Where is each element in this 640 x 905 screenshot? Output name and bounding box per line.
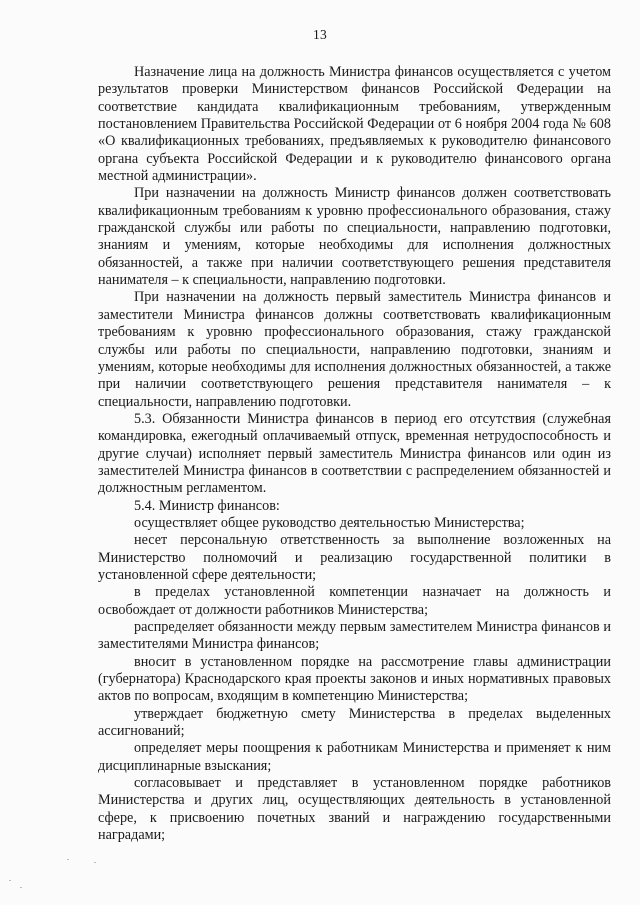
list-item-distribute-duties: распределяет обязанности между первым заместителем Министра финансов и заместителями Министра финансов; xyxy=(98,619,611,653)
scan-speck xyxy=(67,859,69,860)
paragraph-appointment-verification: Назначение лица на должность Министра финансов осуществляется с учетом результатов проверки Министерством финансов Российской Федерации на соответствие кандидата квалификационным требованиям, утвержденным постановлением Правительства Российской Федерации от 6 ноября 2004 года № 608 «О квалификационных требованиях, предъявляемых к руководителю финансового органа субъекта Российской Федерации и к руководителю финансового органа местной администрации». xyxy=(98,64,611,185)
paragraph-5-4-heading: 5.4. Министр финансов: xyxy=(134,497,280,514)
list-item-submit-draft-laws: вносит в установленном порядке на рассмотрение главы администрации (губернатора) Краснодарского края проекты законов и иных нормативных правовых актов по вопросам, входящим в компетенцию Министерства; xyxy=(98,653,611,705)
paragraph-minister-qualifications: При назначении на должность Министр финансов должен соответствовать квалификационным требованиям к уровню профессионального образования, стажу гражданской службы или работы по специальности, направлению подготовки, знаниям и умениям, которые необходимы для исполнения должностных обязанностей, а также при наличии соответствующего решения представителя нанимателя – к специальности, направлению подготовки. xyxy=(98,185,611,289)
list-item-personal-responsibility: несет персональную ответственность за выполнение возложенных на Министерство полномочий и реализацию государственной политики в установленной сфере деятельности; xyxy=(98,532,611,583)
scan-speck xyxy=(94,862,96,863)
paragraph-5-3-absence-duties: 5.3. Обязанности Министра финансов в период его отсутствия (служебная командировка, ежегодный оплачиваемый отпуск, временная нетрудоспособность и другие случаи) исполняет первый заместитель Министра финансов или один из заместителей Министра финансов в соответствии с распределением обязанностей и должностным регламентом. xyxy=(98,410,611,497)
document-body xyxy=(98,64,611,844)
list-item-appoint-dismiss: в пределах установленной компетенции назначает на должность и освобождает от должности работников Министерства; xyxy=(98,584,611,618)
scan-speck xyxy=(9,880,11,881)
list-item-incentives-discipline: определяет меры поощрения к работникам Министерства и применяет к ним дисциплинарные взыскания; xyxy=(98,740,611,774)
paragraph-deputy-qualifications: При назначении на должность первый заместитель Министра финансов и заместители Министра финансов должны соответствовать квалификационным требованиям к уровню профессионального образования, стажу гражданской службы или работы по специальности, направлению подготовки, знаниям и умениям, которые необходимы для исполнения должностных обязанностей, а также при наличии соответствующего решения представителя нанимателя – к специальности, направлению подготовки. xyxy=(98,289,611,410)
list-item-general-management: осуществляет общее руководство деятельностью Министерства; xyxy=(134,514,525,531)
list-item-state-awards: согласовывает и представляет в установленном порядке работников Министерства и других лиц, осуществляющих деятельность в установленной сфере, к присвоению почетных званий и награждению государственными наградами; xyxy=(98,775,611,844)
page-number: 13 xyxy=(312,27,328,42)
list-item-approve-budget-estimate: утверждает бюджетную смету Министерства в пределах выделенных ассигнований; xyxy=(98,705,611,740)
scan-speck xyxy=(20,887,22,888)
